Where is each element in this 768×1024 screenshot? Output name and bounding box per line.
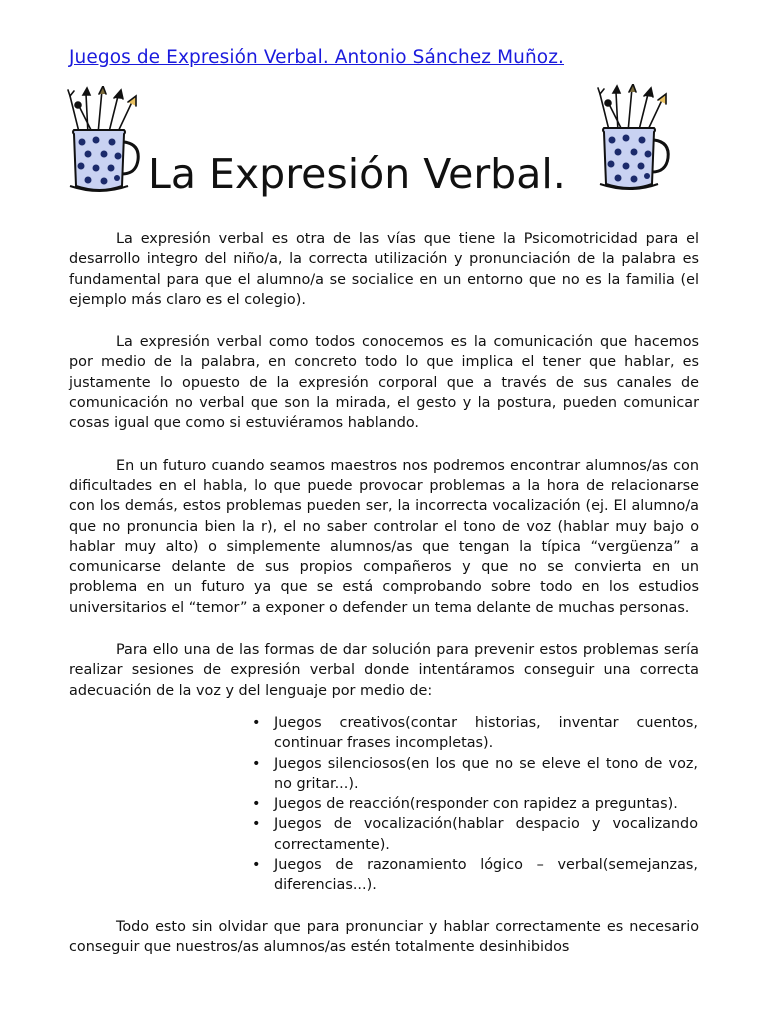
paragraph: Para ello una de las formas de dar solución para prevenir estos problemas sería realizar sesiones de expresión verbal donde intentáramos conseguir una correcta adecuación de la voz y del lenguaje por medio de: <box>69 642 699 699</box>
list-item <box>252 814 698 855</box>
list-item-text: Juegos creativos(contar historias, inventar cuentos, continuar frases incompletas). <box>274 715 698 752</box>
list-item <box>252 754 698 795</box>
list-item <box>252 855 698 896</box>
bullet: • <box>252 715 261 731</box>
article-body <box>69 229 699 723</box>
list-item-text: Juegos de razonamiento lógico – verbal(semejanzas, diferencias...). <box>274 857 698 894</box>
paragraph: La expresión verbal como todos conocemos es la comunicación que hacemos por medio de la palabra, en concreto todo lo que implica el tener que hablar, es justamente lo opuesto de la expresión corporal que a través de sus canales de comunicación no verbal que son la mirada, el gesto y la postura, pueden comunicar cosas igual que como si estuviéramos hablando. <box>69 334 699 432</box>
bullet: • <box>252 816 261 833</box>
page-title: La Expresión Verbal. <box>148 150 566 198</box>
header-link[interactable]: Juegos de Expresión Verbal. Antonio Sánchez Muñoz. <box>69 47 565 68</box>
bullet: • <box>252 755 261 772</box>
pencil-mug-icon <box>66 86 144 196</box>
list-item-text: Juegos silenciosos(en los que no se eleve el tono de voz, no gritar...). <box>274 755 698 792</box>
list-item-text: Juegos de reacción(responder con rapidez a preguntas). <box>274 796 678 813</box>
bullet: • <box>252 857 261 874</box>
closing-paragraph: Todo esto sin olvidar que para pronunciar y hablar correctamente es necesario conseguir que nuestros/as alumnos/as estén totalmente desinhibidos <box>69 919 699 956</box>
list-item <box>252 794 698 814</box>
paragraph: La expresión verbal es otra de las vías que tiene la Psicomotricidad para el desarrollo integro del niño/a, la correcta utilización y pronunciación de la palabra es fundamental para que el alumno/a se socialice en un entorno que no es la familia (el ejemplo más claro es el colegio). <box>69 231 699 308</box>
pencil-mug-icon <box>596 84 674 194</box>
list-item <box>252 713 698 754</box>
games-list <box>252 713 698 896</box>
paragraph: En un futuro cuando seamos maestros nos podremos encontrar alumnos/as con dificultades en el habla, lo que puede provocar problemas a la hora de relacionarse con los demás, estos problemas pueden ser, la incorrecta vocalización (ej. El alumno/a que no pronuncia bien la r), el no saber controlar el tono de voz (hablar muy bajo o hablar muy alto) o simplemente alumnos/as que tengan la típica “vergüenza” a comunicarse delante de sus propios compañeros y que no se convierta en un problema en un futuro ya que se está comprobando sobre todo en los estudios universitarios el “temor” a exponer o defender un tema delante de muchas personas. <box>69 457 699 616</box>
bullet: • <box>252 796 261 813</box>
list-item-text: Juegos de vocalización(hablar despacio y vocalizando correctamente). <box>274 816 698 853</box>
